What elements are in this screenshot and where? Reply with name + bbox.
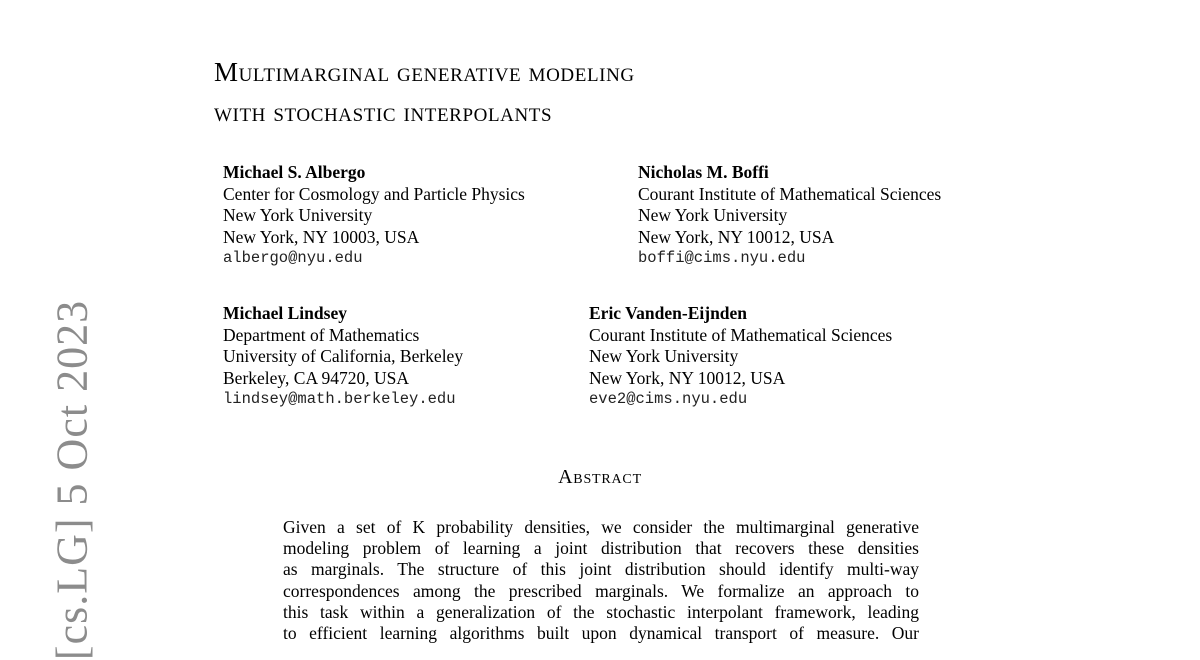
author-affiliation: Department of Mathematics: [223, 324, 420, 345]
paper-title-line-2: with stochastic interpolants: [214, 97, 553, 127]
abstract-line: correspondences among the prescribed marginals. We formalize an approach to: [283, 580, 919, 601]
abstract-heading: Abstract: [558, 466, 642, 488]
author-block-boffi: [638, 162, 941, 270]
abstract-line: as marginals. The structure of this joint distribution should identify multi-way: [283, 559, 919, 580]
abstract-line: this task within a generalization of the stochastic interpolant framework, leading: [283, 601, 919, 622]
author-name: Michael Lindsey: [223, 303, 347, 323]
author-email[interactable]: eve2@cims.nyu.edu: [589, 390, 748, 408]
author-institution: New York University: [638, 205, 788, 225]
author-institution: University of California, Berkeley: [223, 346, 464, 366]
author-address: New York, NY 10012, USA: [638, 226, 835, 247]
author-affiliation: Courant Institute of Mathematical Sciences: [638, 183, 942, 204]
author-institution: New York University: [223, 205, 373, 225]
abstract-line: modeling problem of learning a joint distribution that recovers these densities: [283, 538, 919, 559]
author-block-albergo: [223, 162, 525, 270]
author-block-vanden-eijnden: [589, 303, 892, 411]
author-address: Berkeley, CA 94720, USA: [223, 367, 410, 388]
abstract-body: [283, 517, 919, 644]
arxiv-stamp: [cs.LG] 5 Oct 2023: [47, 299, 97, 660]
abstract-line: to efficient learning algorithms built upon dynamical transport of measure. Our: [283, 623, 919, 644]
abstract-line: Given a set of K probability densities, we consider the multimarginal generative: [283, 517, 919, 537]
author-affiliation: Courant Institute of Mathematical Sciences: [589, 324, 893, 345]
author-email[interactable]: lindsey@math.berkeley.edu: [223, 390, 456, 408]
author-email[interactable]: boffi@cims.nyu.edu: [638, 249, 806, 267]
paper-title-line-1: Multimarginal generative modeling: [214, 57, 635, 87]
author-email[interactable]: albergo@nyu.edu: [223, 249, 363, 267]
paper-title: [214, 52, 1114, 132]
author-institution: New York University: [589, 346, 739, 366]
author-address: New York, NY 10003, USA: [223, 226, 420, 247]
author-name: Nicholas M. Boffi: [638, 162, 769, 182]
author-address: New York, NY 10012, USA: [589, 367, 786, 388]
author-name: Michael S. Albergo: [223, 162, 366, 182]
author-affiliation: Center for Cosmology and Particle Physics: [223, 183, 525, 204]
author-name: Eric Vanden-Eijnden: [589, 303, 748, 323]
author-block-lindsey: [223, 303, 463, 411]
